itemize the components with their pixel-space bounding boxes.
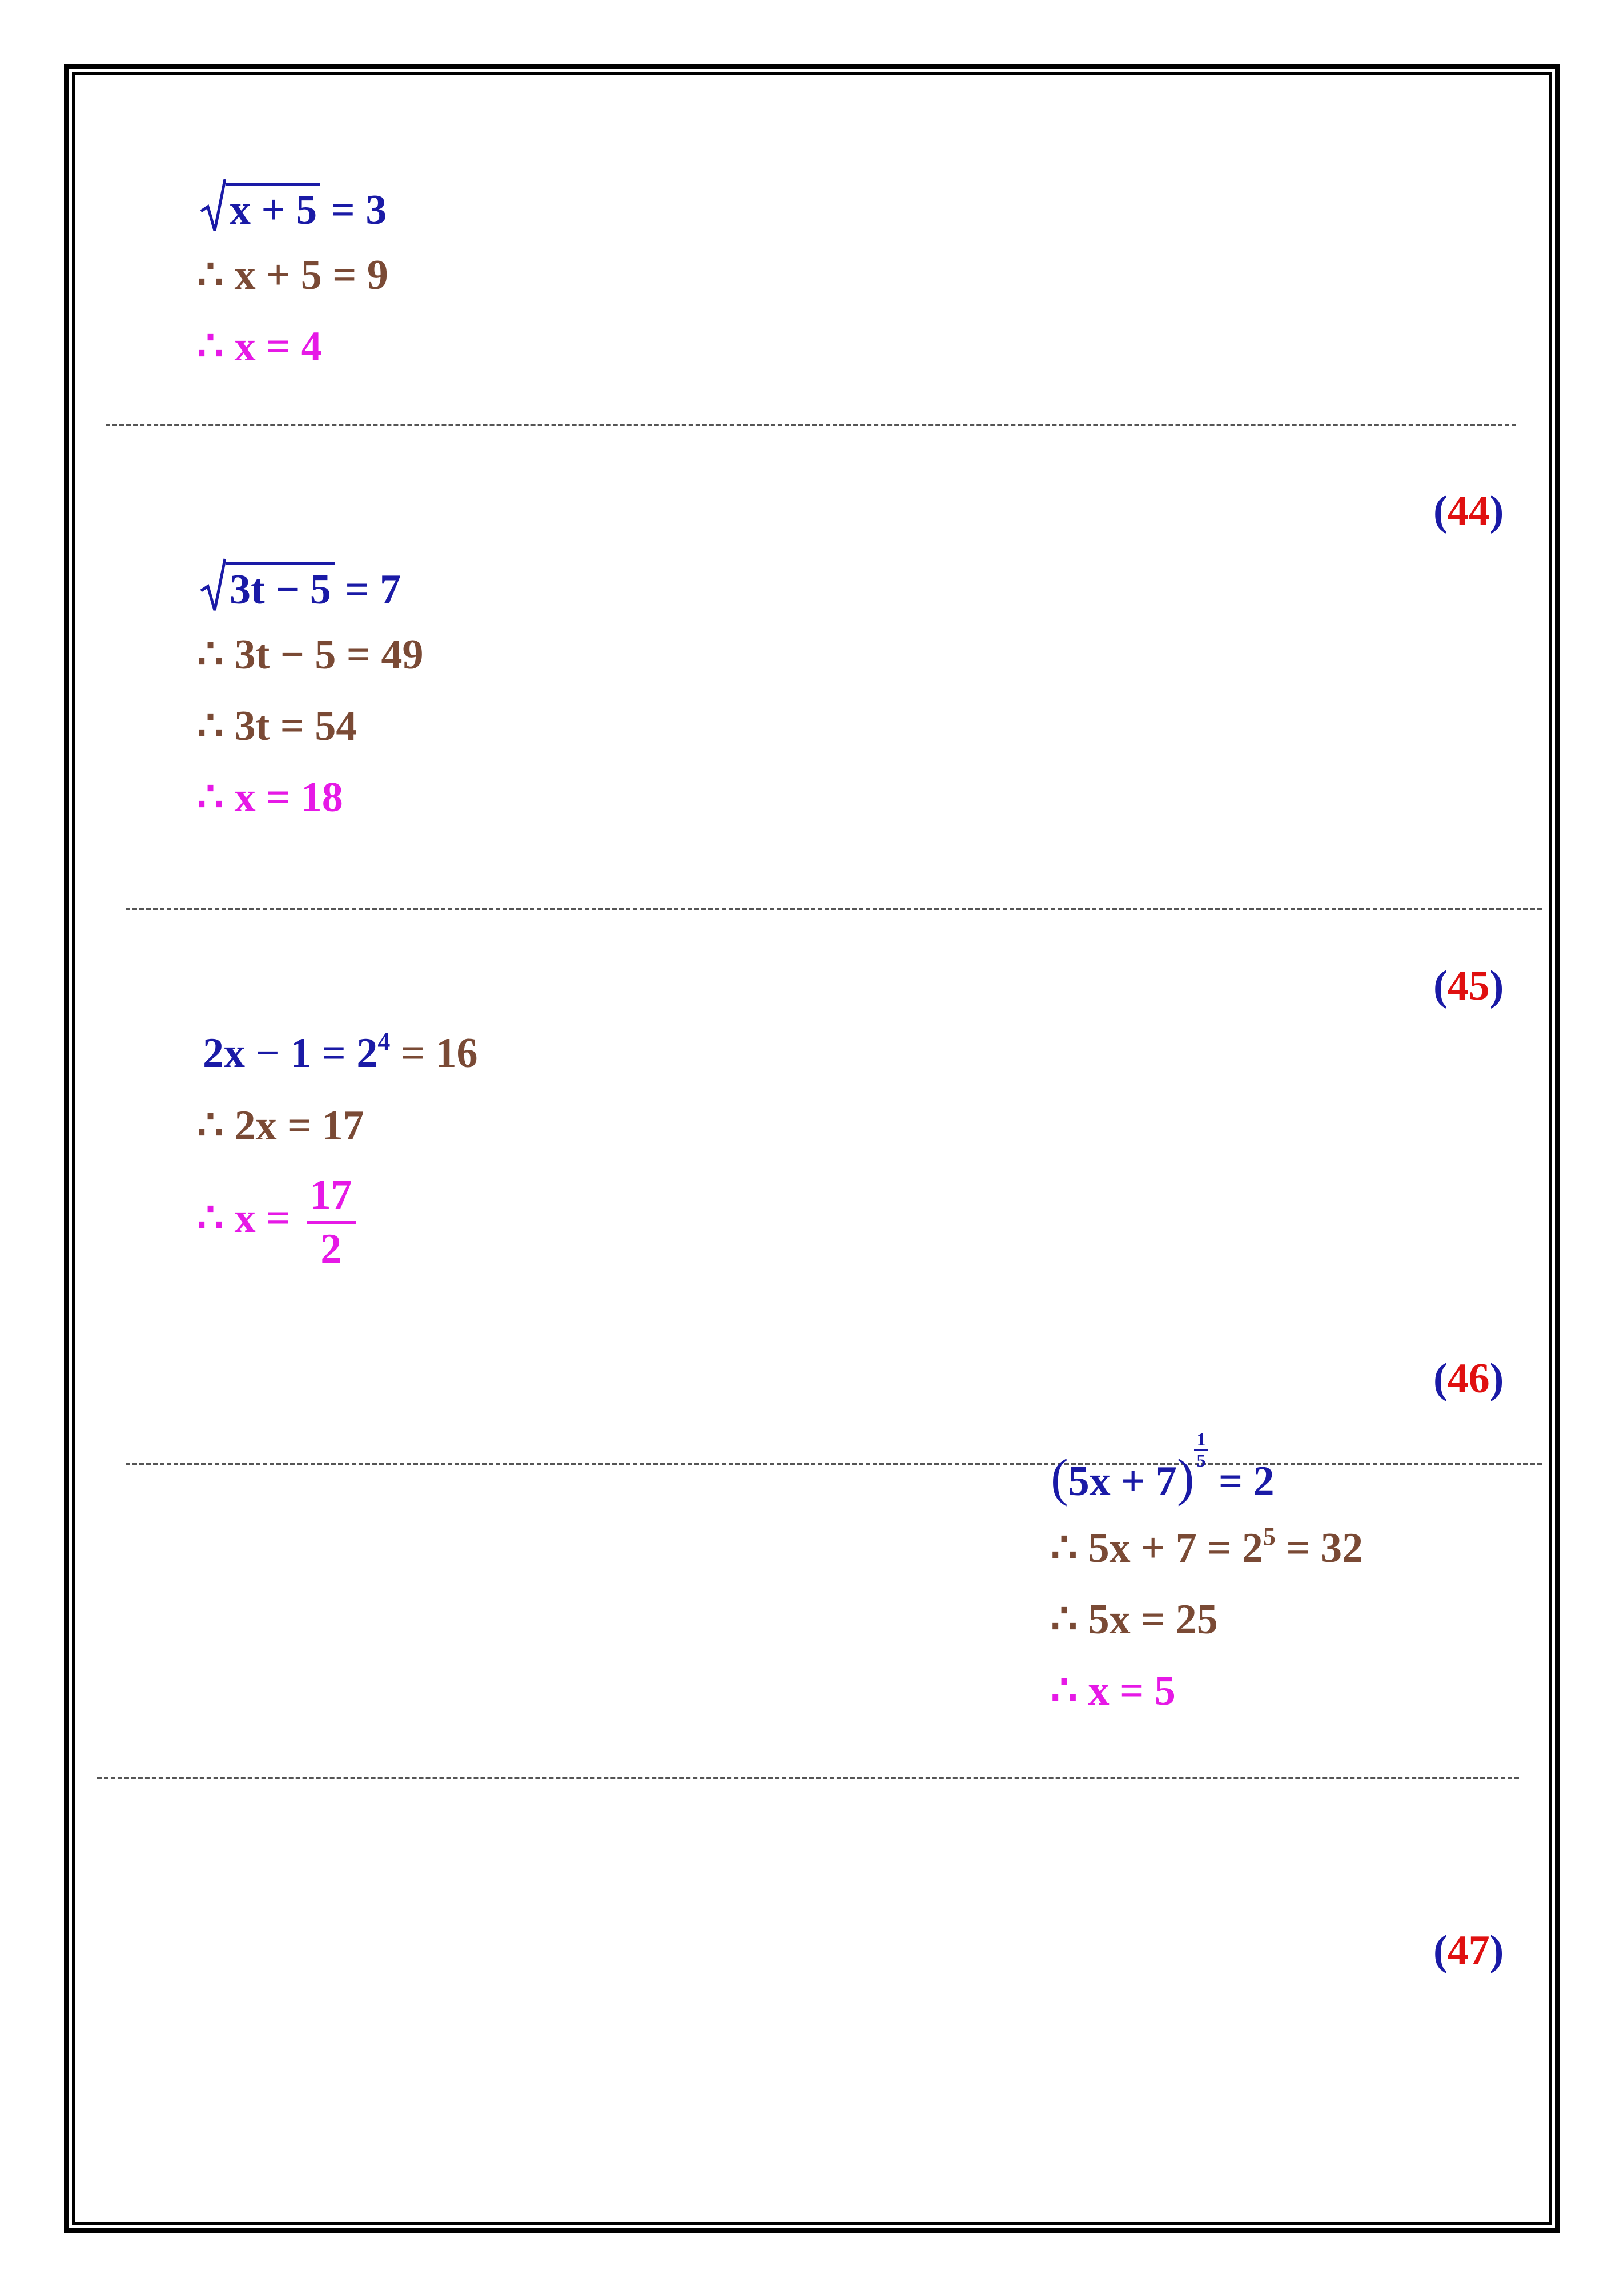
equation-rhs: = 3 bbox=[320, 187, 387, 233]
problem-46-equation: (5x + 7) $\frac{1}{5}$ = 2 bbox=[1051, 1429, 1275, 1507]
radicand: x + 5 bbox=[226, 183, 320, 231]
square-root bbox=[200, 562, 335, 611]
problem-46-step-2: ∴ 5x = 25 bbox=[1051, 1596, 1218, 1643]
problem-number-46: (46) bbox=[1433, 1355, 1504, 1402]
problem-46-step-1: ∴ $5x + 7 = 2^5 = 32$ bbox=[1051, 1522, 1364, 1572]
radicand: 3t − 5 bbox=[226, 562, 335, 611]
separator-line bbox=[126, 908, 1542, 910]
problem-44-answer: ∴ x = 18 bbox=[197, 774, 343, 821]
problem-44-equation bbox=[200, 562, 401, 611]
problem-45-step-1: ∴ 2x = 17 bbox=[197, 1102, 364, 1149]
fraction-exponent: $\frac{1}{5}$ bbox=[1194, 1430, 1208, 1469]
separator-line bbox=[106, 424, 1516, 426]
problem-44-step-2: ∴ 3t = 54 bbox=[197, 703, 357, 750]
problem-43-answer: ∴ x = 4 bbox=[197, 323, 322, 370]
problem-number-45: (45) bbox=[1433, 962, 1504, 1009]
separator-line bbox=[126, 1463, 1542, 1465]
problem-43-equation bbox=[200, 183, 387, 231]
problem-44-step-1: ∴ 3t − 5 = 49 bbox=[197, 631, 424, 678]
problem-45-answer: ∴ x = $\frac{17}{2}$ bbox=[197, 1173, 356, 1271]
problem-45-equation: $2x - 1 = 2^4 = 16$ bbox=[203, 1028, 478, 1077]
problem-number-47: (47) bbox=[1433, 1927, 1504, 1974]
problem-43-step-1: ∴ x + 5 = 9 bbox=[197, 252, 388, 299]
problem-number-44: (44) bbox=[1433, 488, 1504, 534]
radical-sign-icon bbox=[200, 178, 226, 233]
problem-46-answer: ∴ x = 5 bbox=[1051, 1667, 1176, 1714]
radical-sign-icon bbox=[200, 558, 226, 613]
separator-line bbox=[97, 1777, 1519, 1779]
fraction: $\frac{17}{2}$ bbox=[307, 1173, 356, 1271]
square-root bbox=[200, 183, 320, 231]
equation-rhs: = 7 bbox=[334, 566, 401, 613]
